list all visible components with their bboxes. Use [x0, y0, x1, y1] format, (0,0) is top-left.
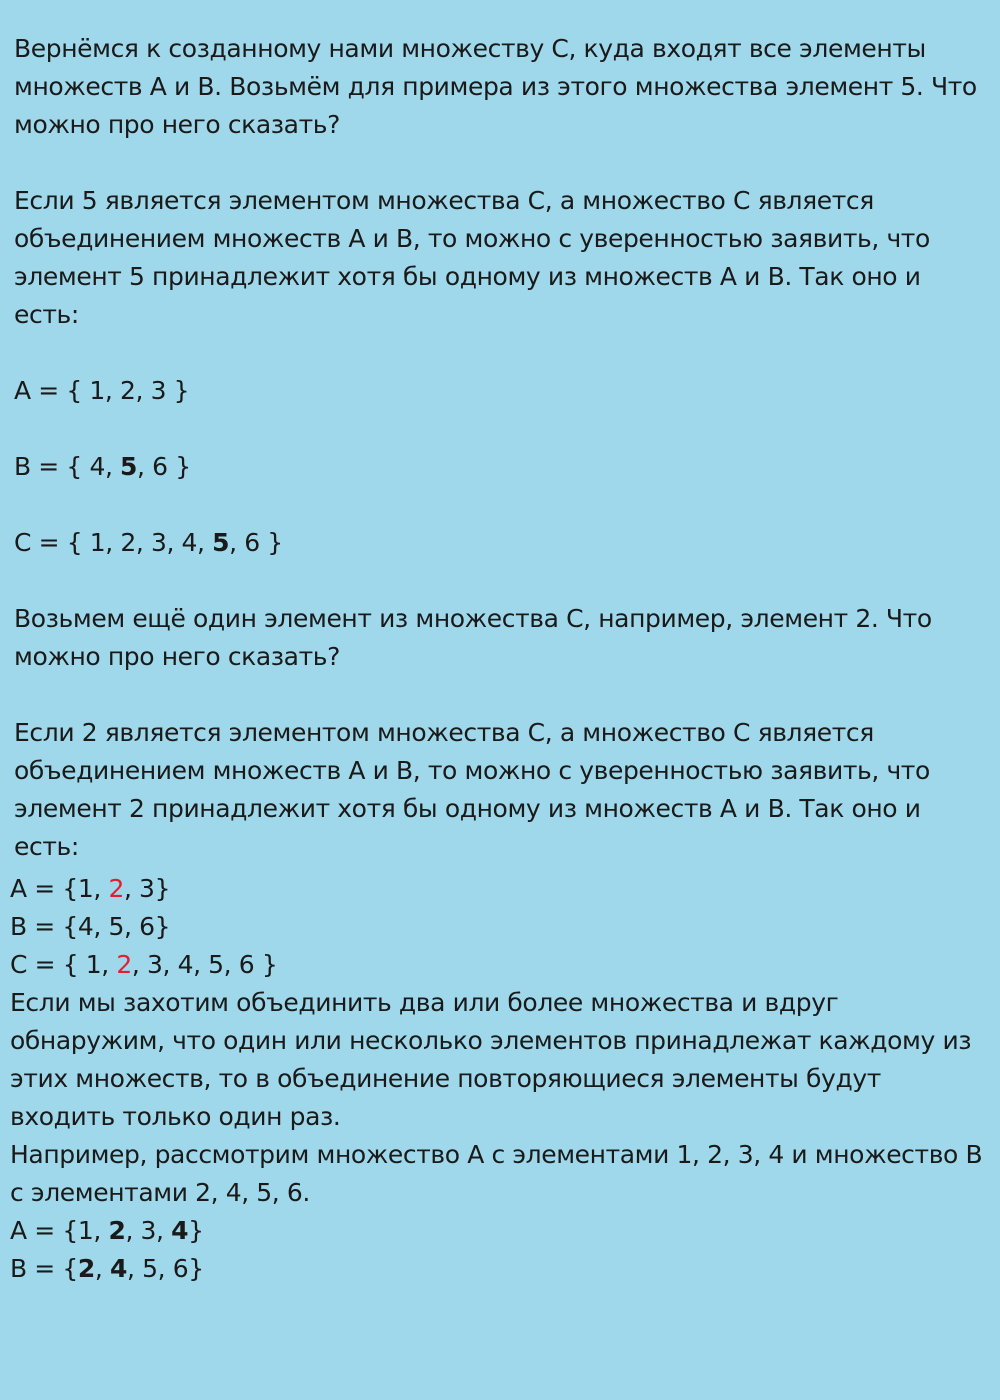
set-a-text-end: }: [188, 1216, 204, 1245]
highlighted-element-5: 5: [212, 528, 230, 557]
common-element-4: 4: [110, 1254, 127, 1283]
upper-text-block: [14, 30, 989, 866]
set-b-text-end: , 5, 6}: [127, 1254, 204, 1283]
paragraph-intro-1: Вернёмся к созданному нами множеству С, куда входят все элементы множеств А и В. Возьмём для примера из этого множества элемент 5. Что можно про него сказать?: [14, 34, 977, 139]
set-c-text-end: , 6 }: [229, 528, 283, 557]
set-a-text: А = { 1, 2, 3 }: [14, 376, 190, 405]
set-b-text: В = { 4,: [14, 452, 121, 481]
set-b-text-end: , 6 }: [137, 452, 191, 481]
paragraph-intro-2: Если 5 является элементом множества С, а множество С является объединением множеств А и В, то можно с уверенностью заявить, что элемент 5 принадлежит хотя бы одному из множеств А и В. Так оно и есть:: [14, 186, 930, 329]
common-element-2: 2: [77, 1254, 95, 1283]
set-a-text: А = {1,: [10, 1216, 109, 1245]
set-a-example-2: [10, 870, 990, 908]
set-b-example-1: [14, 448, 989, 486]
set-c-text: С = { 1,: [10, 950, 117, 979]
highlighted-element-5: 5: [120, 452, 138, 481]
set-a-text-mid: , 3,: [125, 1216, 172, 1245]
paragraph-closing-5: Если мы захотим объединить два или более множества и вдруг обнаружим, что один или несколько элементов принадлежат каждому из этих множеств, то в объединение повторяющиеся элементы будут входить только один раз.: [10, 988, 972, 1131]
set-c-example-1: [14, 524, 989, 562]
set-b-text-mid: ,: [94, 1254, 110, 1283]
paragraph-middle-4: Если 2 является элементом множества С, а множество С является объединением множеств А и В, то можно с уверенностью заявить, что элемент 2 принадлежит хотя бы одному из множеств А и В. Так оно и есть:: [14, 718, 930, 861]
set-a-text-end: , 3}: [123, 874, 171, 903]
common-element-2: 2: [108, 1216, 126, 1245]
set-b-text: В = {: [10, 1254, 78, 1283]
set-c-text-end: , 3, 4, 5, 6 }: [131, 950, 278, 979]
set-c-text: С = { 1, 2, 3, 4,: [14, 528, 213, 557]
highlighted-element-2: 2: [116, 950, 132, 979]
set-a-text: А = {1,: [10, 874, 109, 903]
paragraph-middle-3: Возьмем ещё один элемент из множества С, например, элемент 2. Что можно про него сказать?: [14, 604, 932, 671]
set-a-example-3: [10, 1212, 990, 1250]
paragraph-closing-6: Например, рассмотрим множество А с элементами 1, 2, 3, 4 и множество В с элементами 2, 4, 5, 6.: [10, 1140, 983, 1207]
set-c-example-2: [10, 946, 990, 984]
set-a-example-1: [14, 372, 989, 410]
common-element-4: 4: [171, 1216, 189, 1245]
set-b-example-3: [10, 1250, 990, 1288]
set-b-example-2: В = {4, 5, 6}: [10, 912, 171, 941]
highlighted-element-2: 2: [108, 874, 124, 903]
lower-text-block: [10, 870, 990, 1288]
